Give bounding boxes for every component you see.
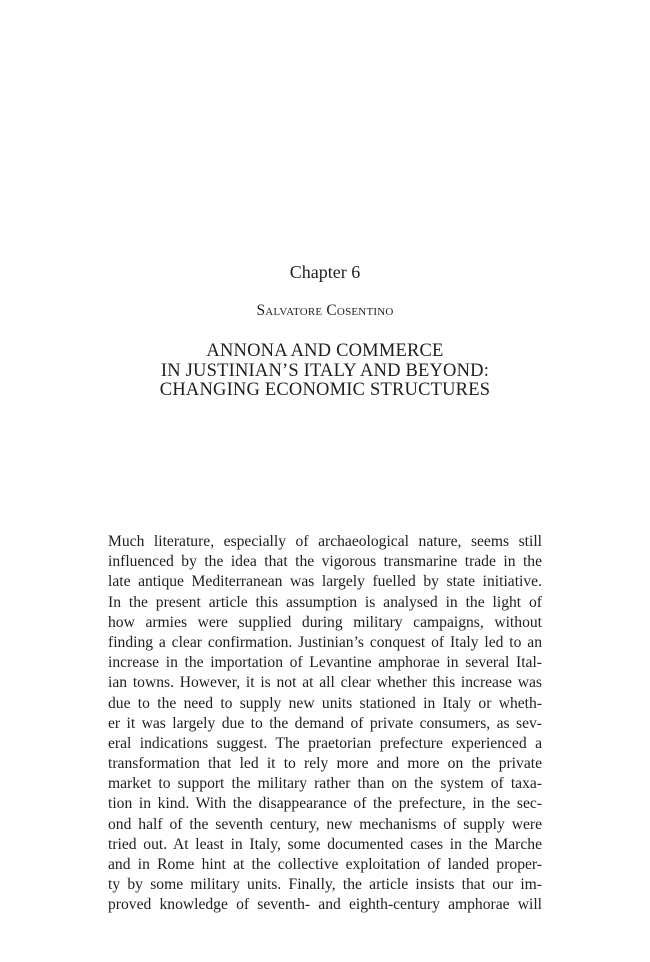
chapter-title-line: IN JUSTINIAN’S ITALY AND BEYOND:	[160, 360, 490, 381]
abstract-line: transformation that led it to rely more and more on the private	[108, 755, 542, 773]
chapter-title-line: CHANGING ECONOMIC STRUCTURES	[159, 380, 491, 400]
abstract-line: increase in the importation of Levantine amphorae in several Ital-	[108, 654, 542, 672]
chapter-author: Salvatore Cosentino	[256, 302, 394, 319]
abstract-line: er it was largely due to the demand of private consumers, as sev-	[108, 714, 542, 732]
abstract-line: proved knowledge of seventh- and eighth-century amphorae will	[108, 896, 542, 914]
abstract-line: tried out. At least in Italy, some documented cases in the Marche	[108, 835, 542, 853]
abstract-line: and in Rome hint at the collective exploitation of landed proper-	[108, 856, 542, 873]
abstract-line: market to support the military rather than on the system of taxa-	[108, 775, 542, 793]
abstract-line: Much literature, especially of archaeological nature, seems still	[108, 533, 542, 550]
abstract-line: eral indications suggest. The praetorian prefecture experienced a	[108, 734, 542, 752]
abstract-paragraph	[108, 532, 542, 916]
chapter-label: Chapter 6	[289, 262, 361, 282]
chapter-title	[0, 342, 650, 401]
abstract-line: tion in kind. With the disappearance of the prefecture, in the sec-	[108, 795, 542, 813]
abstract-line: late antique Mediterranean was largely fuelled by state initiative.	[108, 573, 542, 591]
abstract-line: ond half of the seventh century, new mechanisms of supply were	[108, 815, 542, 833]
abstract-line: how armies were supplied during military campaigns, without	[108, 613, 542, 631]
abstract-line: ian towns. However, it is not at all clear whether this increase was	[108, 674, 542, 692]
abstract-line: finding a clear confirmation. Justinian’s conquest of Italy led to an	[108, 633, 542, 651]
abstract-line: influenced by the idea that the vigorous transmarine trade in the	[108, 553, 542, 571]
chapter-title-line: ANNONA AND COMMERCE	[206, 341, 444, 361]
abstract-line: due to the need to supply new units stationed in Italy or wheth-	[108, 694, 542, 712]
abstract-line: In the present article this assumption is analysed in the light of	[108, 593, 542, 611]
abstract-line: ty by some military units. Finally, the article insists that our im-	[108, 876, 542, 894]
